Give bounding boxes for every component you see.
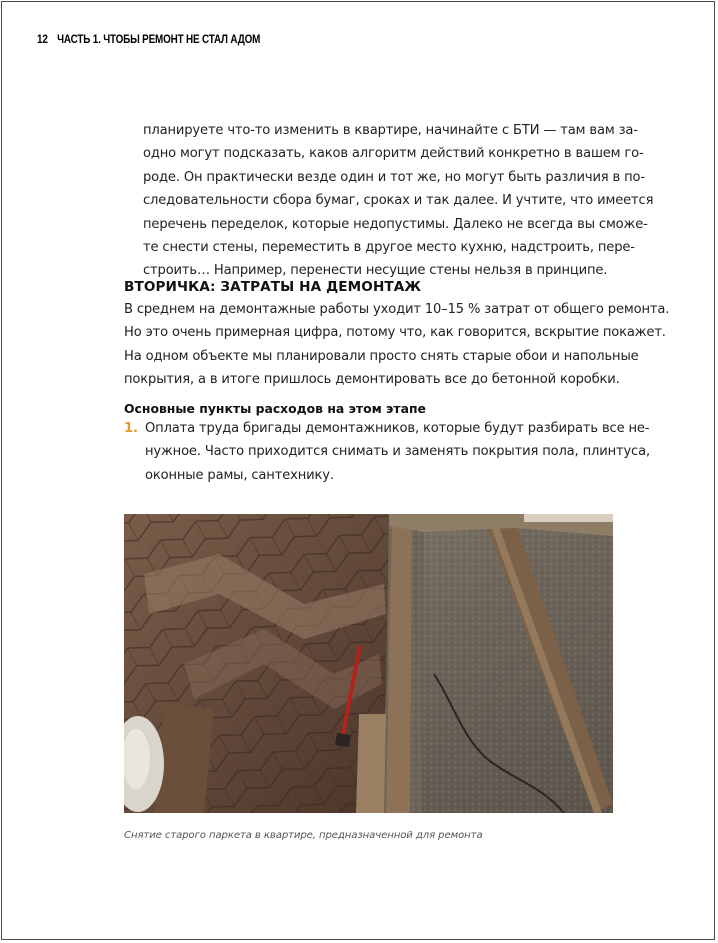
paragraph-line: Но это очень примерная цифра, потому что, как говорится, вскрытие покажет. xyxy=(124,325,666,341)
paragraph-line: В среднем на демонтажные работы уходит 10–15 % затрат от общего ремонта. xyxy=(124,302,670,317)
subheading: Основные пункты расходов на этом этапе xyxy=(124,401,426,416)
expense-list xyxy=(124,417,650,487)
chapter-title: ЧАСТЬ 1. ЧТОБЫ РЕМОНТ НЕ СТАЛ АДОМ xyxy=(57,34,261,46)
paragraph-line: На одном объекте мы планировали просто снять старые обои и напольные xyxy=(124,348,639,364)
list-number: 1. xyxy=(124,421,138,436)
list-item-line: Оплата труда бригады демонтажников, которые будут разбирать все не- xyxy=(145,421,650,436)
paragraph-line: перечень переделок, которые недопустимы. Далеко не всегда вы сможе- xyxy=(143,216,648,232)
list-item-line: нужное. Часто приходится снимать и заменять покрытия пола, плинтуса, xyxy=(145,444,650,460)
paragraph-line: планируете что-то изменить в квартире, начинайте с БТИ — там вам за- xyxy=(143,123,638,138)
running-header xyxy=(37,34,260,46)
section-heading: ВТОРИЧКА: ЗАТРАТЫ НА ДЕМОНТАЖ xyxy=(124,279,422,295)
list-item xyxy=(124,417,650,487)
page-number: 12 xyxy=(37,34,48,46)
figure-caption: Снятие старого паркета в квартире, предназначенной для ремонта xyxy=(124,830,483,841)
paragraph-line: строить… Например, перенести несущие стены нельзя в принципе. xyxy=(143,263,608,279)
paragraph-line: роде. Он практически везде один и тот же, но могут быть различия в по- xyxy=(143,169,645,185)
paragraph-line: следовательности сбора бумаг, сроках и так далее. И учтите, что имеется xyxy=(143,193,654,209)
paragraph-line: те снести стены, переместить в другое место кухню, надстроить, пере- xyxy=(143,240,635,256)
paragraph-line: покрытия, а в итоге пришлось демонтировать все до бетонной коробки. xyxy=(124,372,620,388)
paragraph-line: одно могут подсказать, каков алгоритм действий конкретно в вашем го- xyxy=(143,146,644,162)
intro-paragraph xyxy=(143,119,653,283)
list-item-line: оконные рамы, сантехнику. xyxy=(145,467,334,483)
section-paragraph xyxy=(124,298,669,392)
floor-demolition-photo xyxy=(124,514,613,813)
